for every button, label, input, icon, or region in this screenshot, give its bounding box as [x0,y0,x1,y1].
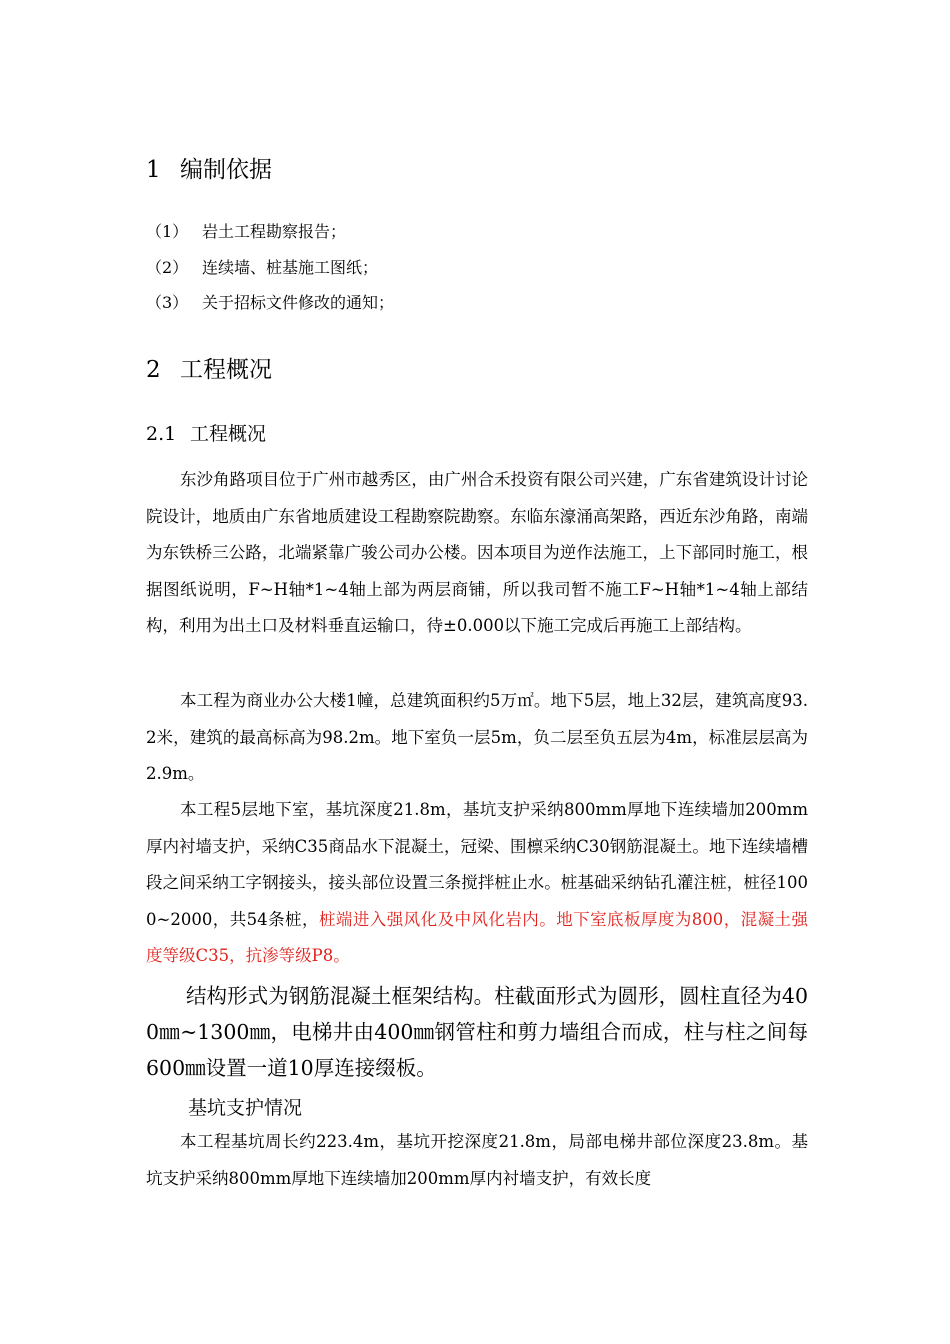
reference-number: （2） [146,258,189,277]
paragraph-pit-support: 本工程基坑周长约223.4m，基坑开挖深度21.8m，局部电梯井部位深度23.8m。基坑支护采纳800mm厚地下连续墙加200mm厚内衬墙支护，有效长度 [146,1132,808,1188]
section-2-title: 工程概况 [180,357,272,383]
reference-item-1 [146,221,346,243]
foundation-pit-text: 本工程5层地下室，基坑深度21.8m，基坑支护采纳800mm厚地下连续墙加200mm厚内衬墙支护，采纳C35商品水下混凝土，冠梁、围檩采纳C30钢筋混凝土。地下连续墙槽段之间采纳工字钢接头，接头部位设置三条搅拌桩止水。桩基础采纳钻孔灌注桩，桩径1000~2000，共54条桩， [146,800,808,929]
reference-text: 岩土工程勘察报告； [202,222,347,241]
support-heading: 基坑支护情况 [188,1097,303,1119]
reference-number: （1） [146,222,189,241]
paragraph-foundation-pit [146,792,808,975]
reference-item-3 [146,292,394,314]
section-2-number: 2 [146,357,161,383]
paragraph-building-size: 本工程为商业办公大楼1幢，总建筑面积约5万㎡。地下5层，地上32层，建筑高度93.2米，建筑的最高标高为98.2m。地下室负一层5m，负二层至负五层为4m，标准层层高为2.9m。 [146,691,808,784]
section-2-1-number: 2.1 [146,423,177,445]
reference-item-2 [146,257,378,279]
section-2-1-title: 工程概况 [190,423,267,445]
reference-number: （3） [146,293,189,312]
reference-text: 连续墙、桩基施工图纸； [202,258,379,277]
section-1-title: 编制依据 [180,157,272,183]
paragraph-project-location: 东沙角路项目位于广州市越秀区，由广州合禾投资有限公司兴建，广东省建筑设计讨论院设计，地质由广东省地质建设工程勘察院勘察。东临东濠涌高架路，西近东沙角路，南端为东铁桥三公路，北端紧靠广骏公司办公楼。因本项目为逆作法施工，上下部同时施工，根据图纸说明，F~H轴*1~4轴上部为两层商铺，所以我司暂不施工F~H轴*1~4轴上部结构，利用为出土口及材料垂直运输口，待±0.000以下施工完成后再施工上部结构。 [146,470,808,636]
section-1-number: 1 [146,157,161,183]
section-1-heading [146,155,272,185]
section-2-1-heading [146,421,266,447]
reference-text: 关于招标文件修改的通知； [202,293,395,312]
paragraph-structure-form: 结构形式为钢筋混凝土框架结构。柱截面形式为圆形，圆柱直径为400㎜~1300㎜，电梯井由400㎜钢管柱和剪力墙组合而成，柱与柱之间每600㎜设置一道10厚连接缀板。 [146,984,808,1080]
foundation-pit-highlight: 桩端进入强风化及中风化岩内。地下室底板厚度为800，混凝土强度等级C35，抗渗等级P8。 [146,909,808,966]
section-2-heading [146,355,272,385]
